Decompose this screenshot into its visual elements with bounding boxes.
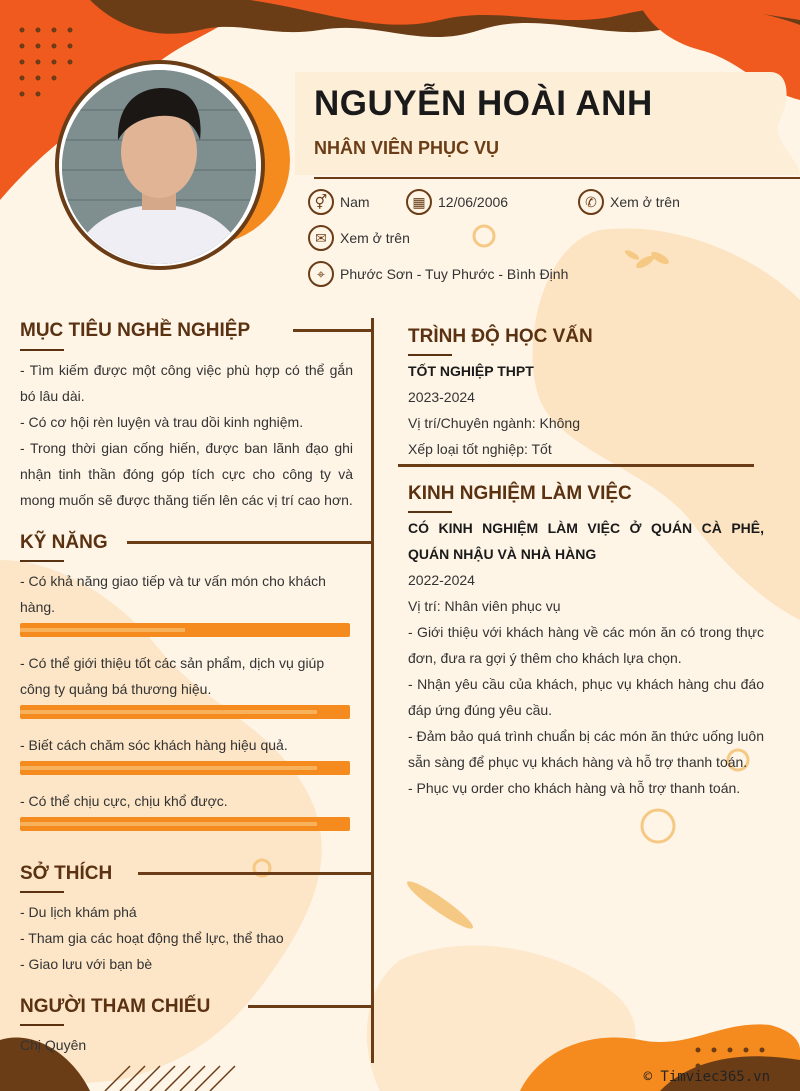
objective-line: - Trong thời gian cống hiến, được ban lãnh đạo ghi nhận tinh thần đóng góp tích cực cho công ty và mong muốn sẽ được thăng tiến lên các vị trí cao hơn. xyxy=(20,440,353,508)
phone-value: Xem ở trên xyxy=(610,194,680,210)
education-block xyxy=(408,358,764,462)
hobbies-list xyxy=(20,899,350,977)
hobbies-underline xyxy=(20,891,64,893)
calendar-icon: ▦ xyxy=(406,189,432,215)
experience-company: CÓ KINH NGHIỆM LÀM VIỆC Ở QUÁN CÀ PHÊ, QUÁN NHẬU VÀ NHÀ HÀNG xyxy=(408,520,764,562)
email-info xyxy=(308,223,410,253)
experience-title: KINH NGHIỆM LÀM VIỆC xyxy=(408,483,632,504)
references-rule xyxy=(248,1005,373,1008)
header-divider xyxy=(314,177,800,179)
skill-level-bar xyxy=(20,817,350,831)
gender-info xyxy=(308,187,370,217)
skill-item: - Có thể chịu cực, chịu khổ được. xyxy=(20,793,228,809)
education-grade: Xếp loại tốt nghiệp: Tốt xyxy=(408,441,552,457)
birthdate-value: 12/06/2006 xyxy=(438,194,509,210)
skill-level-bar xyxy=(20,623,350,637)
objective-line: - Có cơ hội rèn luyện và trau dồi kinh nghiệm. xyxy=(20,414,304,430)
education-major: Vị trí/Chuyên ngành: Không xyxy=(408,415,581,431)
education-period: 2023-2024 xyxy=(408,389,475,405)
address-value: Phước Sơn - Tuy Phước - Bình Định xyxy=(340,266,569,282)
references-title: NGƯỜI THAM CHIẾU xyxy=(20,996,211,1017)
experience-underline xyxy=(408,511,452,513)
experience-period: 2022-2024 xyxy=(408,572,475,588)
hobbies-title: SỞ THÍCH xyxy=(20,863,113,884)
phone-icon: ✆ xyxy=(578,189,604,215)
experience-role: Vị trí: Nhân viên phục vụ xyxy=(408,598,561,614)
experience-block xyxy=(408,515,764,801)
gender-icon: ⚥ xyxy=(308,189,334,215)
objective-line: - Tìm kiếm được một công việc phù hợp có thể gắn bó lâu dài. xyxy=(20,362,353,404)
avatar xyxy=(62,70,256,264)
hobby-item: - Du lịch khám phá xyxy=(20,904,137,920)
education-title: TRÌNH ĐỘ HỌC VẤN xyxy=(408,326,593,347)
location-pin-icon: ⌖ xyxy=(308,261,334,287)
experience-duty: - Nhận yêu cầu của khách, phục vụ khách hàng chu đáo đáp ứng đúng yêu cầu. xyxy=(408,676,764,718)
job-position: NHÂN VIÊN PHỤC VỤ xyxy=(314,138,500,158)
experience-duty: - Giới thiệu với khách hàng về các món ăn có trong thực đơn, đưa ra gợi ý thêm cho khách lựa chọn. xyxy=(408,624,764,666)
experience-duty: - Đảm bảo quá trình chuẩn bị các món ăn thức uống luôn sẵn sàng để phục vụ khách hàng và hỗ trợ thanh toán. xyxy=(408,728,764,770)
address-info xyxy=(308,259,568,289)
gender-value: Nam xyxy=(340,194,370,210)
objective-title: MỤC TIÊU NGHỀ NGHIỆP xyxy=(20,320,251,341)
hobby-item: - Giao lưu với bạn bè xyxy=(20,956,153,972)
objective-text xyxy=(20,357,353,513)
birthdate-info xyxy=(406,187,508,217)
skills-rule xyxy=(127,541,373,544)
hobbies-rule xyxy=(138,872,373,875)
candidate-name: NGUYỄN HOÀI ANH xyxy=(314,84,653,123)
education-school: TỐT NGHIỆP THPT xyxy=(408,363,534,379)
education-underline xyxy=(408,354,452,356)
skill-item: - Biết cách chăm sóc khách hàng hiệu quả. xyxy=(20,737,288,753)
avatar-portrait xyxy=(62,70,256,264)
references-underline xyxy=(20,1024,64,1026)
hobby-item: - Tham gia các hoạt động thể lực, thể thao xyxy=(20,930,284,946)
column-divider xyxy=(371,318,374,1063)
skills-title: KỸ NĂNG xyxy=(20,532,108,553)
skill-level-bar xyxy=(20,761,350,775)
experience-duty: - Phục vụ order cho khách hàng và hỗ trợ thanh toán. xyxy=(408,780,741,796)
objective-underline xyxy=(20,349,64,351)
email-value: Xem ở trên xyxy=(340,230,410,246)
objective-rule xyxy=(293,329,373,332)
skill-level-bar xyxy=(20,705,350,719)
skill-item: - Có thể giới thiệu tốt các sản phẩm, dịch vụ giúp công ty quảng bá thương hiệu. xyxy=(20,655,325,697)
phone-info xyxy=(578,187,680,217)
watermark: © Timviec365.vn xyxy=(643,1069,770,1085)
email-icon: ✉ xyxy=(308,225,334,251)
skill-item: - Có khả năng giao tiếp và tư vấn món cho khách hàng. xyxy=(20,573,326,615)
skills-underline xyxy=(20,560,64,562)
reference-name: Chị Quyên xyxy=(20,1037,87,1053)
right-section-divider xyxy=(398,464,754,467)
